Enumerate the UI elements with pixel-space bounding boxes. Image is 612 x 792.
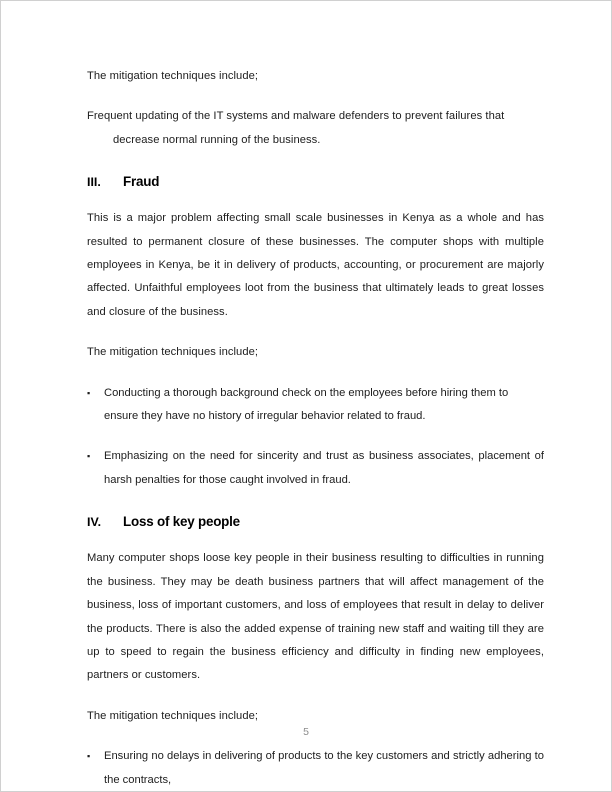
paragraph-mitigation-intro-2: The mitigation techniques include;: [87, 346, 259, 359]
heading-fraud: [87, 174, 544, 189]
heading-loss-of-key-people: [87, 514, 544, 529]
list-item-text: Conducting a thorough background check on the employees before hiring them to ensure they have no history of irregular behavior related to fraud.: [104, 386, 509, 423]
list-item-text: Emphasizing on the need for sincerity and trust as business associates, placement of harsh penalties for those caught involved in fraud.: [104, 450, 544, 486]
heading-fraud-number: III.: [87, 175, 101, 190]
paragraph-mitigation-intro-1: The mitigation techniques include;: [87, 70, 259, 82]
heading-fraud-title: Fraud: [123, 174, 160, 190]
page-number: 5: [303, 726, 309, 738]
list-item: [87, 382, 544, 429]
list-item: [87, 445, 544, 492]
paragraph-fraud-body: This is a major problem affecting small scale businesses in Kenya as a whole and has resulted to permanent closure of these businesses. The computer shops with multiple employees in Kenya, be it in delivery of products, accounting, or procurement are majorly affected. Unfaithful employees loot from the business that ultimately leads to great losses and closure of the business.: [87, 212, 544, 318]
document-body: [87, 65, 544, 792]
square-bullet-icon: ▪: [87, 751, 91, 762]
square-bullet-icon: ▪: [87, 387, 91, 398]
paragraph-loss-of-key-people-body: Many computer shops loose key people in their business resulting to difficulties in running the business. They may be death business partners that will affect management of the business, loss of important customers, and loss of employees that result in delay to deliver the products. There is also the added expense of training new staff and waiting till they are up to speed to regain the business efficiency and difficulty in finding new employees, partners or customers.: [87, 552, 544, 682]
heading-loss-of-key-people-number: IV.: [87, 515, 102, 530]
square-bullet-icon: ▪: [87, 451, 91, 462]
paragraph-mitigation-intro-3: The mitigation techniques include;: [87, 709, 259, 722]
list-item-text: Ensuring no delays in delivering of products to the key customers and strictly adhering to the contracts,: [104, 750, 544, 786]
list-item: [87, 745, 544, 792]
paragraph-frequent-updating: Frequent updating of the IT systems and malware defenders to prevent failures that decrease normal running of the business.: [87, 110, 505, 146]
heading-loss-of-key-people-title: Loss of key people: [123, 514, 240, 530]
